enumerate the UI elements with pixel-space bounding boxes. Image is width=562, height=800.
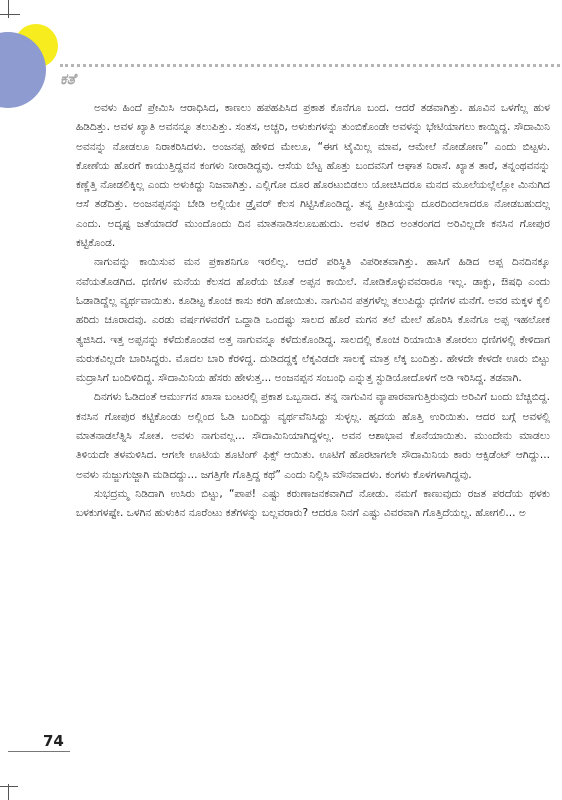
paragraph-4: ಸುಭದ್ರಮ್ಮ ನಿಡಿದಾಗಿ ಉಸಿರು ಬಿಟ್ಟು, “ಪಾಪ! ಎಷ್ಟು ಕರುಣಾಜನಕವಾಗಿದೆ ನೋಡು. ನಮಗೆ ಕಾಣುವುದು ರಜತ ಪರದೆಯ ಥಳಕು ಬಳಕುಗಳಷ್ಟೇ. ಒಳಗಿನ ಹುಳುಕಿನ ನೂರೆಂಟು ಕತೆಗಳನ್ನು ಬಲ್ಲವರಾರು? ಆದರೂ ನಿನಗೆ ಎಷ್ಟು ವಿವರವಾಗಿ ಗೊತ್ತಿದೆಯಲ್ಲ. ಹೋಗಲಿ... ಅ [76, 487, 550, 520]
crop-mark-bottom-left-h [0, 786, 18, 787]
crop-mark-top-left-v [8, 0, 9, 18]
footer-rule [8, 751, 70, 752]
paragraph-3: ದಿನಗಳು ಓಡಿದಂತೆ ಆರ್ಮುಗನ ಖಾಸಾ ಬಂಟರಲ್ಲಿ ಪ್ರಕಾಶ ಒಬ್ಬನಾದ. ತನ್ನ ನಾಗುವಿನ ವ್ಯಾಪಾರವಾಗುತ್ತಿರುವುದು ಅರಿವಿಗೆ ಬಂದು ಬೆಚ್ಚಿಬಿದ್ದ. ಕನಸಿನ ಗೋಪುರ ಕಟ್ಟಿಕೊಂಡು ಅಲ್ಲಿಂದ ಓಡಿ ಬಂದಿದ್ದು ವ್ಯರ್ಥವೆನಿಸಿದ್ದು ಸುಳ್ಳಲ್ಲ. ಹೃದಯ ಹೊತ್ತಿ ಉರಿಯಿತು. ಆದರ ಬಗ್ಗೆ ಅವಳಲ್ಲಿ ಮಾತನಾಡಲೆತ್ನಿಸಿ ಸೋತ. ಅವಳು ನಾಗುವಲ್ಲ... ಸೌದಾಮಿನಿಯಾಗಿದ್ದಳಲ್ಲ. ಅವನ ಆಶಾಭಾವ ಕೊನೆಯಾಯಿತು. ಮುಂದೇನು ಮಾಡಲು ತಿಳಿಯದೇ ತಳಮಳಿಸಿದ. ಆಗಲೇ ಊಟಿಯ ಶೂಟಿಂಗ್ ಫಿಕ್ಸ್ ಆಯಿತು. ಊಟಿಗೆ ಹೊರಟಾಗಲೇ ಸೌದಾಮಿನಿಯ ಕಾರು ಆಕ್ಸಿಡೆಂಟ್ ಆಗಿದ್ದು... ಅವಳು ನುಜ್ಜುಗುಜ್ಜಾಗಿ ಮಡಿದದ್ದು... ಜಗತ್ತಿಗೇ ಗೊತ್ತಿದ್ದ ಕಥೆ” ಎಂದು ನಿಲ್ಲಿಸಿ ಮೌನವಾದಳು. ಕಂಗಳು ಕೊಳಗಳಾಗಿದ್ದವು. [76, 391, 550, 481]
paragraph-2: ನಾಗುವನ್ನು ಕಾಯಿಸುವ ಮನ ಪ್ರಕಾಶನಿಗೂ ಇರಲಿಲ್ಲ. ಆದರೆ ಪರಿಸ್ಥಿತಿ ವಿಪರೀತವಾಗಿತ್ತು. ಹಾಸಿಗೆ ಹಿಡಿದ ಅಪ್ಪ ದಿನದಿನಕ್ಕೂ ನವೆಯತೊಡಗಿದ. ಧಣಿಗಳ ಮನೆಯ ಕೆಲಸದ ಹೊರೆಯ ಜೊತೆ ಅಪ್ಪನ ಕಾಯಿಲೆ. ನೋಡಿಕೊಳ್ಳುವವರಾರೂ ಇಲ್ಲ. ಡಾಕ್ಟು, ಔಷಧಿ ಎಂದು ಓಡಾಡಿದ್ದೆಲ್ಲ ವ್ಯರ್ಥವಾಯಿತು. ಕೂಡಿಟ್ಟ ಕೊಂಚ ಕಾಸು ಕರಗಿ ಹೋಯಿತು. ನಾಗುವಿನ ಪತ್ರಗಳೆಲ್ಲ ತಲುಪಿದ್ದು ಧಣಿಗಳ ಮನೆಗೆ. ಅವರ ಮಕ್ಕಳ ಕೈಲಿ ಹರಿದು ಚೂರಾದವು. ಎರಡು ವರ್ಷಗಳವರೆಗೆ ಒದ್ದಾಡಿ ಒಂದಷ್ಟು ಸಾಲದ ಹೊರೆ ಮಗನ ತಲೆ ಮೇಲೆ ಹೊರಿಸಿ ಕೊನೆಗೂ ಅಪ್ಪ ಇಹಲೋಕ ತ್ಯಜಿಸಿದ. ಇತ್ತ ಅಪ್ಪನನ್ನು ಕಳೆದುಕೊಂಡವ ಅತ್ತ ನಾಗುವನ್ನೂ ಕಳೆದುಕೊಂಡಿದ್ದ. ಸಾಲದಲ್ಲಿ ಕೊಂಚ ರಿಯಾಯಿತಿ ತೋರಲು ಧಣಿಗಳಲ್ಲಿ ಕೇಳಿದಾಗ ಮರುಕವಿಲ್ಲದೇ ಬಾರಿಸಿದ್ದರು. ಮೊದಲ ಬಾರಿ ಕೆರಳಿದ್ದ. ದುಡಿದದ್ದಕ್ಕೆ ಲೆಕ್ಕವಿಡದೇ ಸಾಲಕ್ಕೆ ಮಾತ್ರ ಲೆಕ್ಕ ಬಂದಿತ್ತು. ಹೇಳದೇ ಕೇಳದೇ ಊರು ಬಿಟ್ಟು ಮದ್ರಾಸಿಗೆ ಬಂದಿಳಿದಿದ್ದ. ಸೌದಾಮಿನಿಯ ಹೆಸರು ಹೇಳುತ್ತ... ಅಂಜನಪ್ಪನ ಸಂಬಂಧಿ ಎನ್ನುತ್ತ ಸ್ಟುಡಿಯೋದೊಳಗೆ ಅಡಿ ಇರಿಸಿದ್ದ. ತಡವಾಗಿ. [76, 256, 550, 385]
crop-mark-top-left-h [0, 14, 20, 15]
header-dotted-rule [60, 64, 560, 67]
section-label: ಕತೆ [60, 70, 76, 88]
story-text [76, 99, 550, 524]
paragraph-1: ಅವಳು ಹಿಂದೆ ಪ್ರೇಮಿಸಿ ಆರಾಧಿಸಿದ, ಕಾಣಲು ಹಪಹಪಿಸಿದ ಪ್ರಕಾಶ ಕೊನೆಗೂ ಬಂದ. ಆದರೆ ತಡವಾಗಿತ್ತು. ಹೂವಿನ ಒಳಗೆಲ್ಲ ಹುಳ ಹಿಡಿದಿತ್ತು. ಅವಳ ಖ್ಯಾತಿ ಅವನನ್ನೂ ತಲುಪಿತ್ತು. ಸಂತಸ, ಅಚ್ಚರಿ, ಅಳುಕುಗಳನ್ನು ತುಂಬಿಕೊಂಡೇ ಅವಳನ್ನು ಭೇಟಿಯಾಗಲು ಕಾಯ್ದಿದ್ದ. ಸೌದಾಮಿನಿ ಅವನನ್ನು ನೋಡಲೂ ನಿರಾಕರಿಸಿದಳು. ಅಂಜನಪ್ಪ ಹೇಳಿದ ಮೇಲೂ, “ಈಗ ಟೈಮಿಲ್ಲ ಮಾವ, ಆಮೇಲೆ ನೋಡೋಣ” ಎಂದು ಬಿಟ್ಟಳು. ಕೋಣೆಯ ಹೊರಗೆ ಕಾಯುತ್ತಿದ್ದವನ ಕಂಗಳು ನೀರಾಡಿದ್ದವು. ಆಸೆಯ ಬೆಟ್ಟ ಹೊತ್ತು ಬಂದವನಿಗೆ ಆಘಾತ ನಿರಾಸೆ. ಖ್ಯಾತ ತಾರೆ, ತನ್ನಂಥವನನ್ನು ಕಣ್ಣೆತ್ತಿ ನೋಡಲಿಕ್ಕಿಲ್ಲ ಎಂದು ಅಳುಕಿದ್ದು ನಿಜವಾಗಿತ್ತು. ಎಲ್ಲಿಗೋ ದೂರ ಹೊರಟುಬಿಡಲು ಯೋಚಿಸಿದರೂ ಮನದ ಮೂಲೆಯಲ್ಲೆಲ್ಲೋ ಮಿನುಗಿದ ಆಸೆ ತಡೆದಿತ್ತು. ಅಂಜನಪ್ಪನನ್ನು ಬೇಡಿ ಅಲ್ಲಿಯೇ ಡ್ರೈವರ್ ಕೆಲಸ ಗಿಟ್ಟಿಸಿಕೊಂಡಿದ್ದ. ತನ್ನ ಪ್ರೀತಿಯನ್ನು ದೂರದಿಂದಲಾದರೂ ನೋಡಬಹುದಲ್ಲ ಎಂದು. ಅದೃಷ್ಟ ಜತೆಯಾದರೆ ಮುಂದೊಂದು ದಿನ ಮಾತನಾಡಿಸಲೂಬಹುದು. ಅವಳ ಕಡಿದ ಅಂತರಂಗದ ಅರಿವಿಲ್ಲದೇ ಕನಸಿನ ಗೋಪುರ ಕಟ್ಟಿಕೊಂಡ. [76, 102, 550, 250]
page-number: 74 [43, 732, 64, 750]
